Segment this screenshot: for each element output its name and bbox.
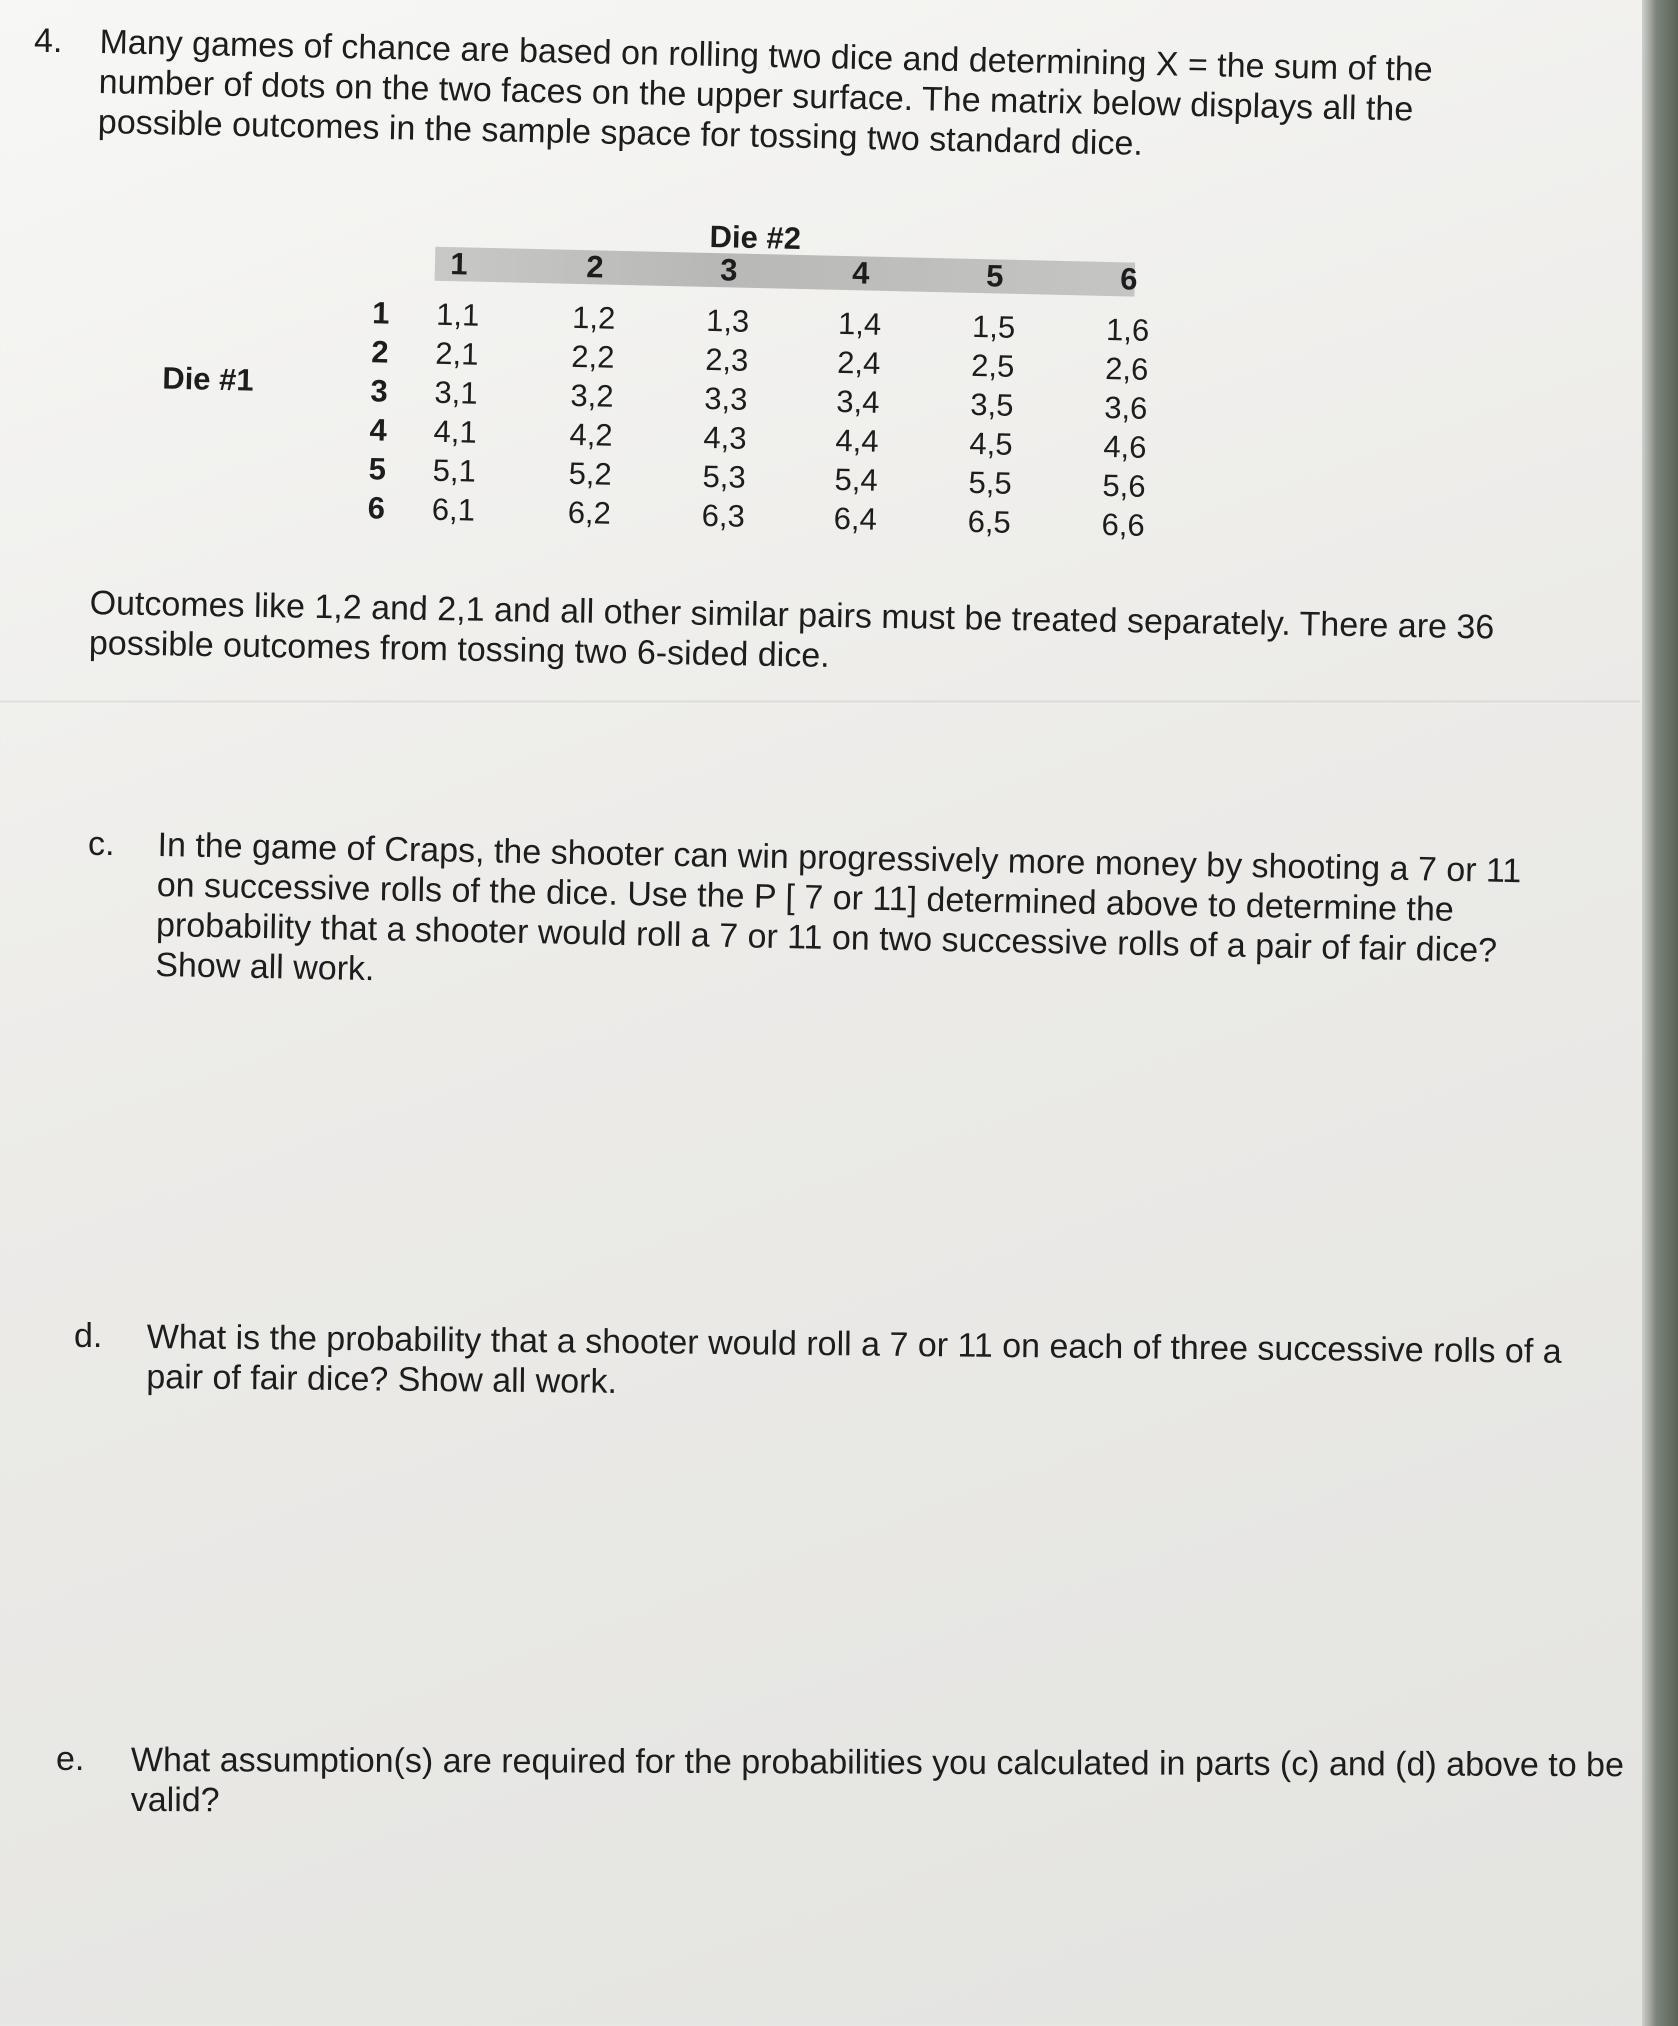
column-header: 1: [449, 246, 468, 282]
part-c-letter: c.: [88, 825, 115, 863]
outcome-cell: 5,2: [568, 455, 613, 492]
outcome-cell: 4,2: [569, 416, 614, 453]
outcome-cell: 3,5: [969, 386, 1014, 423]
outcome-cell: 3,3: [704, 380, 748, 417]
outcome-cell: 2,2: [570, 338, 615, 375]
outcome-cell: 1,2: [571, 299, 616, 336]
outcome-cell: 4,3: [703, 419, 748, 456]
paper-fold-line: [0, 700, 1640, 704]
outcome-cell: 5,6: [1102, 467, 1147, 504]
outcome-cell: 3,6: [1103, 389, 1148, 426]
outcome-cell: 4,6: [1103, 428, 1147, 465]
outcome-cell: 2,6: [1104, 350, 1149, 387]
outcomes-note: Outcomes like 1,2 and 2,1 and all other similar pairs must be treated separately. There are 36 possible outcomes from tossing two 6-sided dice.: [88, 583, 1495, 675]
outcome-cell: 6,5: [967, 503, 1012, 540]
outcome-cell: 4,1: [433, 413, 478, 450]
part-e-question: What assumption(s) are required for the probabilities you calculated in parts (c) and (d) above to be valid?: [130, 1741, 1624, 1820]
outcome-cell: 4,5: [969, 425, 1013, 462]
outcome-cell: 6,3: [701, 497, 746, 534]
outcome-cell: 6,1: [431, 491, 476, 528]
outcome-cell: 3,4: [835, 383, 880, 420]
outcome-cell: 1,3: [705, 302, 750, 339]
problem-statement: Many games of chance are based on rolling two dice and determining X = the sum of the number of dots on the two faces on the upper surface. The matrix below displays all the possible outcomes in the sample space for tossing two standard dice.: [97, 22, 1434, 163]
outcome-cell: 2,3: [704, 341, 749, 378]
outcome-cell: 1,1: [435, 296, 480, 333]
problem-number: 4.: [34, 22, 63, 60]
dice-outcome-matrix: [0, 0, 1678, 605]
part-e-letter: e.: [56, 1740, 85, 1778]
outcome-cell: 1,6: [1105, 311, 1150, 348]
outcome-cell: 6,2: [567, 494, 612, 531]
outcome-cell: 5,1: [432, 452, 477, 489]
row-header: 6: [367, 490, 386, 526]
die2-label: Die #2: [709, 218, 802, 257]
die1-label: Die #1: [161, 360, 255, 398]
column-header: 3: [719, 252, 738, 288]
outcome-cell: 1,4: [837, 305, 882, 342]
column-header: 4: [851, 255, 870, 291]
row-header: 5: [368, 451, 387, 487]
outcome-cell: 2,4: [836, 344, 881, 381]
column-header-band: [435, 247, 1136, 297]
outcome-cell: 4,4: [835, 422, 879, 459]
part-d-question: What is the probability that a shooter would roll a 7 or 11 on each of three successive rolls of a pair of fair dice? Show all work.: [146, 1318, 1562, 1401]
outcome-cell: 1,5: [971, 308, 1016, 345]
outcome-cell: 5,5: [968, 464, 1013, 501]
outcome-cell: 3,1: [434, 374, 478, 411]
outcome-cell: 3,2: [570, 377, 614, 414]
outcome-cell: 2,1: [434, 335, 479, 372]
row-header: 2: [370, 334, 389, 370]
row-header: 4: [369, 412, 388, 448]
column-header: 6: [1119, 261, 1138, 297]
part-d-letter: d.: [74, 1317, 103, 1355]
column-header: 2: [585, 249, 604, 285]
outcome-cell: 6,4: [833, 500, 878, 537]
outcome-cell: 5,4: [834, 461, 879, 498]
outcome-cell: 6,6: [1101, 506, 1146, 543]
outcome-cell: 2,5: [970, 347, 1015, 384]
part-c-question: In the game of Craps, the shooter can win progressively more money by shooting a 7 or 11 on successive rolls of the dice. Use the P [ 7 or 11] determined above to determine the probability that a shooter would roll a 7 or 11 on two successive rolls of a pair of fair dice? Show all work.: [154, 825, 1522, 989]
row-header: 1: [371, 295, 390, 331]
column-header: 5: [985, 258, 1004, 294]
outcome-cell: 5,3: [702, 458, 747, 495]
row-header: 3: [370, 373, 389, 409]
